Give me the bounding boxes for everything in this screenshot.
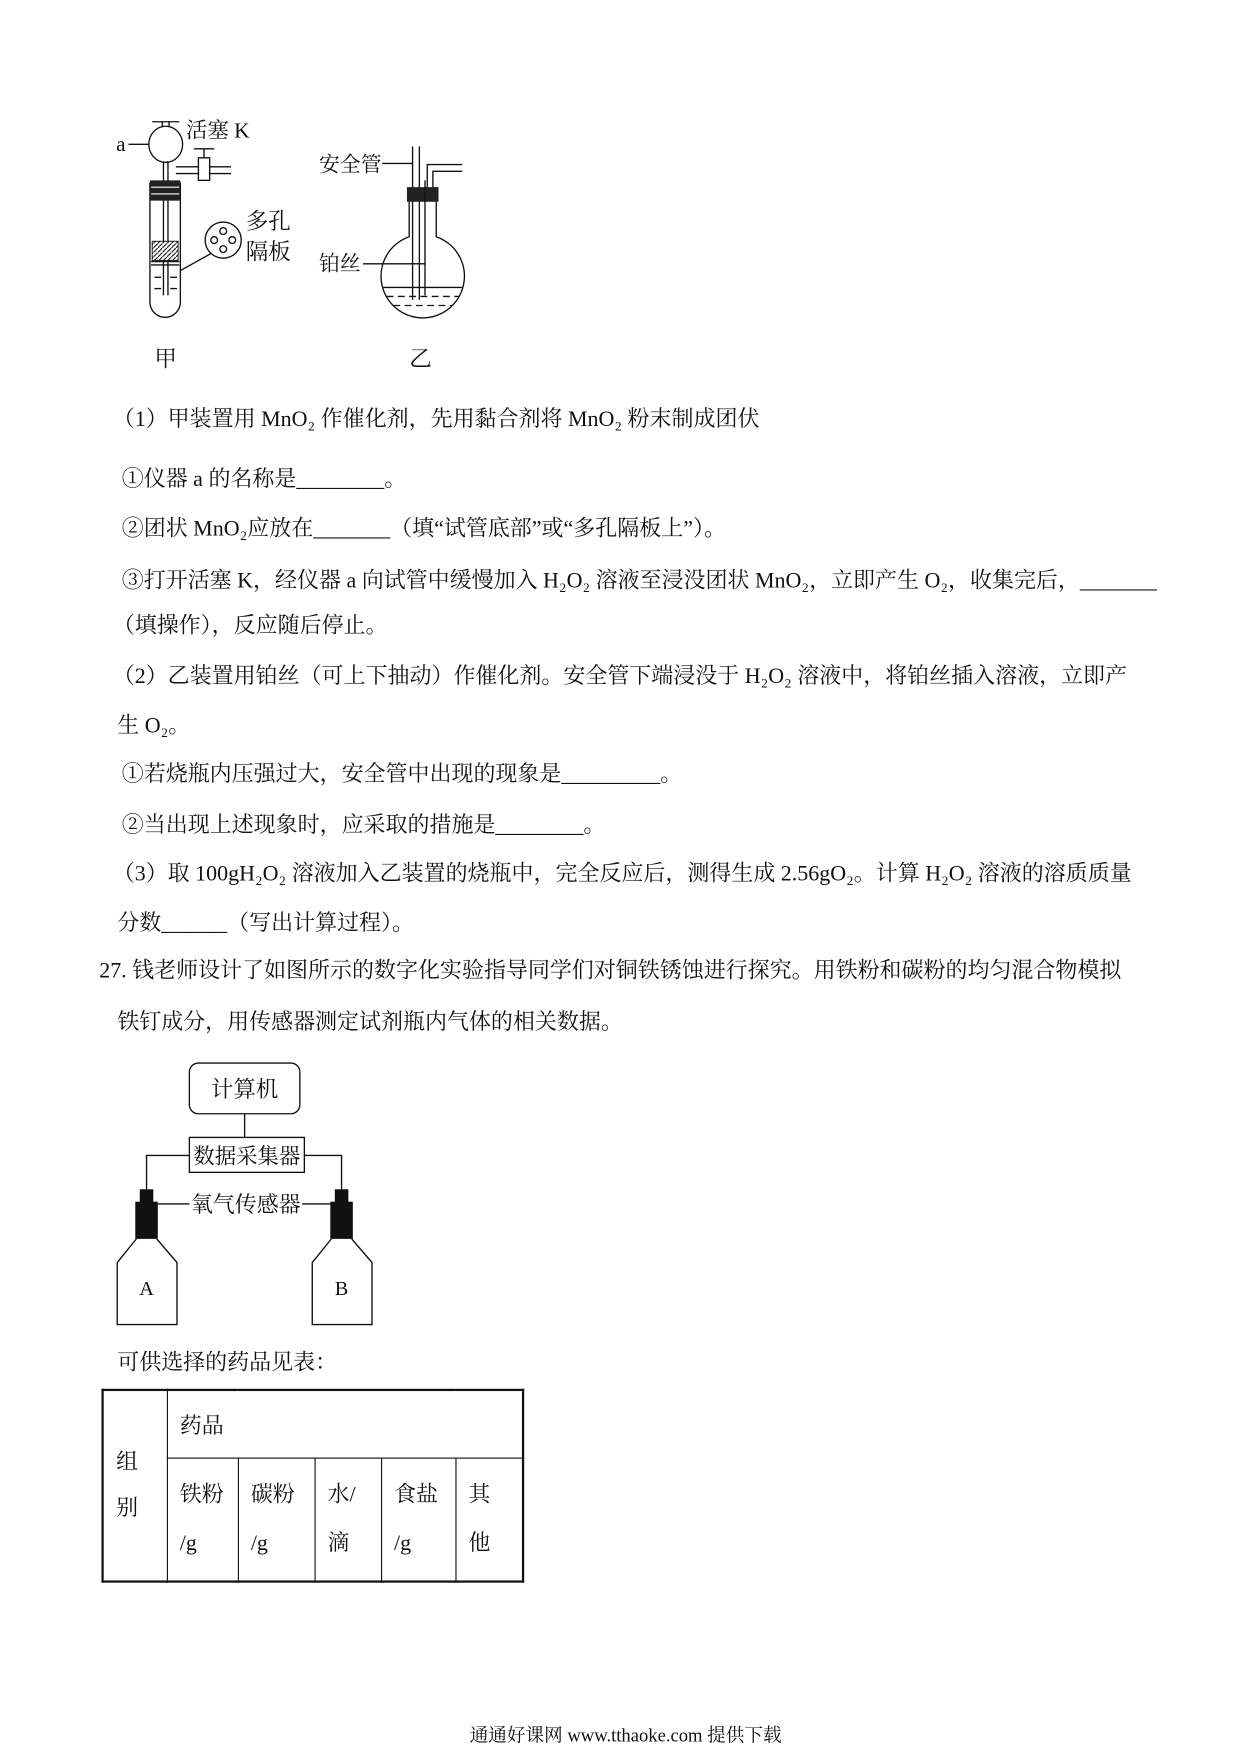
computer-label: 计算机 [210,1076,279,1102]
outlet-tube-inner [433,171,462,189]
drugs-table [101,1389,524,1583]
column-header-water [315,1458,382,1582]
mno2-lumps [152,241,178,260]
q26-part1-q2: ②团状 MnO₂应放在_______（填“试管底部”或“多孔隔板上”）。 [121,517,726,542]
q26-part2-q1: ①若烧瓶内压强过大，安全管中出现的现象是_________。 [121,763,683,787]
stopcock-body [198,158,209,181]
q26-part1-q3-line2: （填操作），反应随后停止。 [112,614,388,639]
label-plate-line2: 隔板 [245,239,291,265]
column-header-line: 碳粉 [250,1483,295,1507]
label-plate-line1: 多孔 [245,208,291,234]
apparatus-figure [107,107,485,378]
sensor-setup-figure [107,1054,383,1334]
column-header-line: /g [250,1531,268,1556]
label-safety-tube: 安全管 [319,152,382,177]
label-platinum-wire: 铂丝 [319,251,361,276]
label-a: a [116,132,126,157]
column-header-line: 铁粉 [179,1483,224,1507]
wire-right [304,1155,341,1190]
bottle-b-label: B [334,1278,349,1301]
drugs-header-label: 药品 [179,1415,224,1439]
q26-part1-q1: ①仪器 a 的名称是________。 [121,467,407,492]
column-header-salt [381,1458,455,1582]
column-header-line: 其 [468,1483,491,1507]
q26-part3-line1: （3）取 100gH₂O₂ 溶液加入乙装置的烧瓶中，完全反应后，测得生成 2.56gO₂。计算 H₂O₂ 溶液的溶质质量 [112,862,1132,887]
column-header-carbon [238,1458,315,1582]
q26-part2-intro-line1: （2）乙装置用铂丝（可上下抽动）作催化剂。安全管下端浸没于 H₂O₂ 溶液中，将铂丝插入溶液，立即产 [112,665,1128,689]
q27-stem-line2: 铁钉成分，用传感器测定试剂瓶内气体的相关数据。 [117,1011,623,1035]
column-header-line: /g [179,1531,197,1556]
page-footer: 通通好课网 www.tthaoke.com 提供下载 [469,1724,782,1747]
plate-hole [220,228,227,235]
column-header-line: /g [393,1531,412,1556]
q26-part1-intro: （1）甲装置用 MnO₂ 作催化剂，先用黏合剂将 MnO₂ 粉末制成团伏 [112,408,760,432]
label-valve-k: 活塞 K [186,118,250,143]
group-header-cell [103,1390,167,1582]
plate-hole [211,237,218,244]
column-header-other [455,1458,523,1582]
group-header-line: 组 [116,1450,139,1475]
sensor-right-body [330,1202,353,1239]
funnel-bulb [149,126,183,162]
plate-zoom-leader [180,254,210,271]
q26-part3-line2: 分数______（写出计算过程）。 [117,911,415,936]
caption-jia: 甲 [154,346,177,372]
column-header-line: 水/ [327,1483,356,1507]
data-collector-label: 数据采集器 [193,1144,301,1169]
sensor-left-body [135,1202,158,1239]
oxygen-sensor-label: 氧气传感器 [190,1191,301,1217]
bottle-a-label: A [139,1278,154,1301]
rubber-stopper [150,180,180,200]
column-header-line: 他 [468,1531,491,1556]
q26-part2-q2: ②当出现上述现象时，应采取的措施是________。 [121,813,606,838]
group-header-line: 别 [116,1497,139,1521]
q26-part2-intro-line2: 生 O₂。 [117,714,191,739]
column-header-line: 滴 [327,1531,350,1556]
flask-stopper [407,187,439,202]
apparatus-yi [319,147,464,372]
table-header-row [103,1390,524,1458]
q27-table-intro: 可供选择的药品见表： [117,1351,338,1376]
column-header-line: 食盐 [393,1483,438,1507]
column-header-iron [167,1458,238,1582]
plate-hole [220,246,227,253]
drugs-header-cell [167,1390,523,1458]
q26-part1-q3-line1: ③打开活塞 K，经仪器 a 向试管中缓慢加入 H₂O₂ 溶液至浸没团状 MnO₂，立即产生 O₂，收集完后，_______ [121,569,1157,593]
plate-hole [229,237,236,244]
caption-yi: 乙 [409,346,432,372]
apparatus-jia [116,119,291,372]
round-bottom-flask [381,202,464,318]
wire-left [147,1155,190,1190]
q27-stem-line1: 27. 钱老师设计了如图所示的数字化实验指导同学们对铜铁锈蚀进行探究。用铁粉和碳粉的均匀混合物模拟 [99,959,1122,983]
